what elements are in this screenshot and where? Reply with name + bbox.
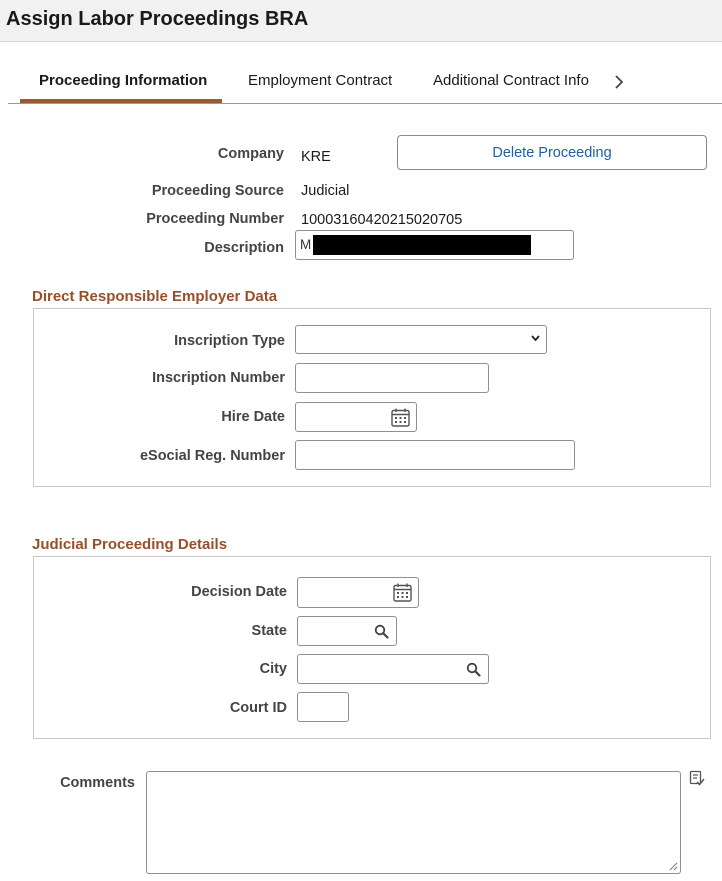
description-input[interactable] (295, 230, 574, 260)
esocial-reg-number-label: eSocial Reg. Number (139, 448, 285, 464)
court-id-label: Court ID (229, 700, 287, 716)
company-value: KRE (301, 149, 331, 165)
description-value: M (300, 237, 312, 252)
description-label: Description (204, 240, 284, 256)
inscription-type-select[interactable] (295, 325, 547, 354)
state-input[interactable] (297, 616, 397, 646)
hire-date-input[interactable] (295, 402, 417, 432)
state-label: State (251, 623, 287, 639)
decision-date-label: Decision Date (191, 584, 287, 600)
inscription-number-input[interactable] (295, 363, 489, 393)
comments-label: Comments (60, 775, 135, 791)
tab-employment-contract[interactable]: Employment Contract (248, 72, 393, 89)
inscription-number-label: Inscription Number (152, 370, 285, 386)
calendar-icon[interactable] (392, 582, 413, 603)
search-icon[interactable] (374, 624, 389, 639)
comments-textarea[interactable] (146, 771, 681, 874)
delete-proceeding-button[interactable]: Delete Proceeding (397, 135, 707, 170)
redaction-bar (313, 235, 531, 255)
tab-additional-contract-info[interactable]: Additional Contract Info (433, 72, 589, 89)
proceeding-source-value: Judicial (301, 183, 350, 199)
hire-date-label: Hire Date (221, 409, 285, 425)
decision-date-input[interactable] (297, 577, 419, 608)
chevron-down-icon (531, 335, 540, 341)
proceeding-source-label: Proceeding Source (151, 183, 284, 199)
spellcheck-icon[interactable] (689, 770, 705, 786)
city-input[interactable] (297, 654, 489, 684)
proceeding-number-label: Proceeding Number (146, 211, 284, 227)
proceeding-number-value: 10003160420215020705 (301, 212, 463, 228)
city-label: City (259, 661, 287, 677)
company-label: Company (217, 146, 284, 162)
chevron-right-icon[interactable] (612, 72, 626, 92)
tab-divider (8, 103, 722, 104)
resize-grip-icon[interactable] (669, 862, 678, 871)
calendar-icon[interactable] (390, 407, 411, 428)
page-header (0, 0, 722, 42)
court-id-input[interactable] (297, 692, 349, 722)
judicial-section-title: Judicial Proceeding Details (32, 536, 228, 553)
esocial-reg-number-input[interactable] (295, 440, 575, 470)
employer-section-title: Direct Responsible Employer Data (32, 288, 278, 305)
tab-proceeding-information[interactable]: Proceeding Information (39, 72, 208, 89)
inscription-type-label: Inscription Type (174, 333, 285, 349)
page-title: Assign Labor Proceedings BRA (6, 8, 309, 30)
search-icon[interactable] (466, 662, 481, 677)
